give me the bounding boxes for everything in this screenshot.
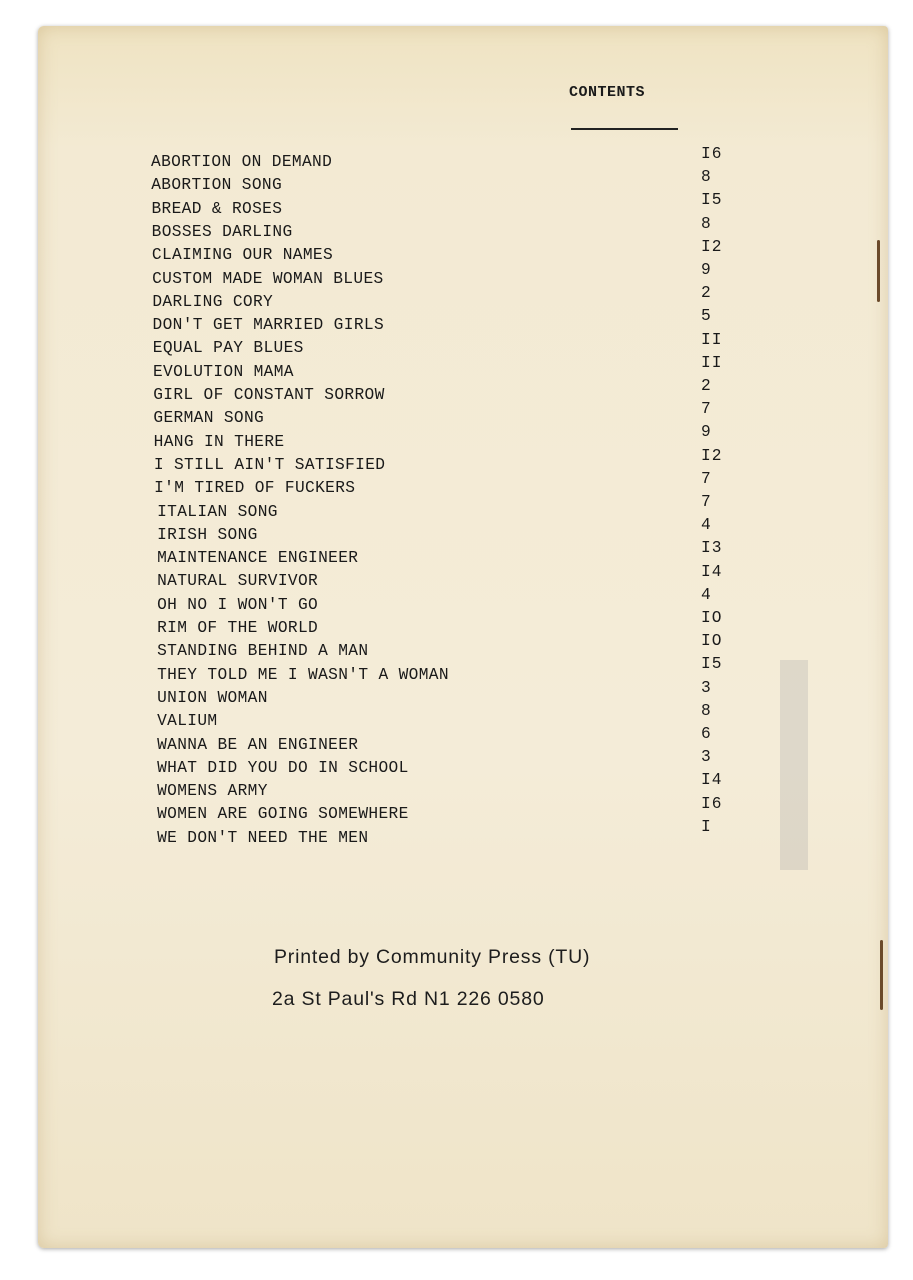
contents-entry-page: IO <box>701 632 723 651</box>
printer-credit: Printed by Community Press (TU) <box>274 946 591 968</box>
contents-entry-page: 2 <box>701 377 712 395</box>
contents-entry-title: GIRL OF CONSTANT SORROW <box>153 386 385 404</box>
contents-entry-page: 6 <box>701 725 712 743</box>
contents-entry-page: 4 <box>701 516 712 535</box>
contents-entry-title: NATURAL SURVIVOR <box>157 572 319 591</box>
staple-top <box>877 240 880 302</box>
contents-entry-title: HANG IN THERE <box>153 432 285 451</box>
contents-entry-title: WOMEN ARE GOING SOMEWHERE <box>157 805 409 824</box>
contents-entry-title: I'M TIRED OF FUCKERS <box>154 479 356 498</box>
contents-entry-title: VALIUM <box>157 712 218 731</box>
contents-entry-page: 5 <box>701 307 712 326</box>
contents-entry-page: I5 <box>701 655 723 674</box>
contents-entry-title: CUSTOM MADE WOMAN BLUES <box>152 269 384 288</box>
contents-heading: CONTENTS <box>569 84 646 101</box>
contents-entry-title: GERMAN SONG <box>153 409 265 428</box>
contents-entry-page: IO <box>701 609 723 627</box>
contents-entry-page: I2 <box>701 237 723 256</box>
contents-entry-page: 3 <box>701 748 712 767</box>
contents-entry-title: CLAIMING OUR NAMES <box>151 246 334 265</box>
contents-entry-title: WOMENS ARMY <box>157 782 268 801</box>
contents-entry-page: 7 <box>701 400 712 419</box>
contents-entry-title: DARLING CORY <box>152 292 274 311</box>
contents-entry-page: I <box>701 817 712 836</box>
contents-entry-title: STANDING BEHIND A MAN <box>157 642 369 661</box>
contents-entry-page: 8 <box>701 701 712 720</box>
printer-address: 2a St Paul's Rd N1 226 0580 <box>272 988 545 1010</box>
show-through-shadow <box>780 660 808 870</box>
contents-entry-page: I5 <box>701 191 723 210</box>
heading-underline <box>571 128 678 130</box>
contents-entry-page: 8 <box>701 214 712 233</box>
contents-entry-page: I2 <box>701 446 723 465</box>
staple-bottom <box>880 940 883 1010</box>
contents-entry-page: 3 <box>701 678 712 697</box>
contents-entry-title: DON'T GET MARRIED GIRLS <box>152 316 385 335</box>
contents-entry-title: I STILL AIN'T SATISFIED <box>153 455 386 474</box>
contents-entry-page: 8 <box>701 168 712 187</box>
contents-entry-title: WANNA BE AN ENGINEER <box>157 735 359 754</box>
contents-entry-title: UNION WOMAN <box>157 688 268 707</box>
contents-entry-title: RIM OF THE WORLD <box>157 619 319 637</box>
contents-entry-page: I3 <box>701 539 723 558</box>
contents-entry-page: 4 <box>701 585 712 604</box>
contents-entry-page: 2 <box>701 284 712 303</box>
contents-entry-title: MAINTENANCE ENGINEER <box>157 549 359 568</box>
contents-entry-title: WHAT DID YOU DO IN SCHOOL <box>157 758 409 777</box>
contents-entry-page: II <box>701 330 723 349</box>
contents-entry-page: I6 <box>701 145 723 163</box>
contents-entry-page: I6 <box>701 794 723 813</box>
contents-entry-title: EVOLUTION MAMA <box>152 362 294 381</box>
contents-entry-title: THEY TOLD ME I WASN'T A WOMAN <box>157 665 449 684</box>
contents-entry-page: 7 <box>701 469 712 488</box>
contents-entry-page: I4 <box>701 562 723 581</box>
contents-entry-page: 7 <box>701 493 712 511</box>
contents-entry-title: BREAD & ROSES <box>151 199 283 218</box>
contents-entry-title: WE DON'T NEED THE MEN <box>157 828 369 847</box>
contents-entry-title: BOSSES DARLING <box>151 222 293 241</box>
contents-entry-title: ABORTION SONG <box>151 176 283 195</box>
contents-entry-title: ITALIAN SONG <box>157 502 278 521</box>
contents-entry-page: I4 <box>701 771 723 790</box>
contents-entry-page: 9 <box>701 423 712 442</box>
contents-entry-title: EQUAL PAY BLUES <box>152 339 304 358</box>
contents-entry-title: IRISH SONG <box>157 525 258 544</box>
contents-entry-title: OH NO I WON'T GO <box>157 595 319 614</box>
contents-entry-title: ABORTION ON DEMAND <box>151 153 333 171</box>
contents-entry-page: II <box>701 353 723 372</box>
contents-entry-page: 9 <box>701 261 712 279</box>
